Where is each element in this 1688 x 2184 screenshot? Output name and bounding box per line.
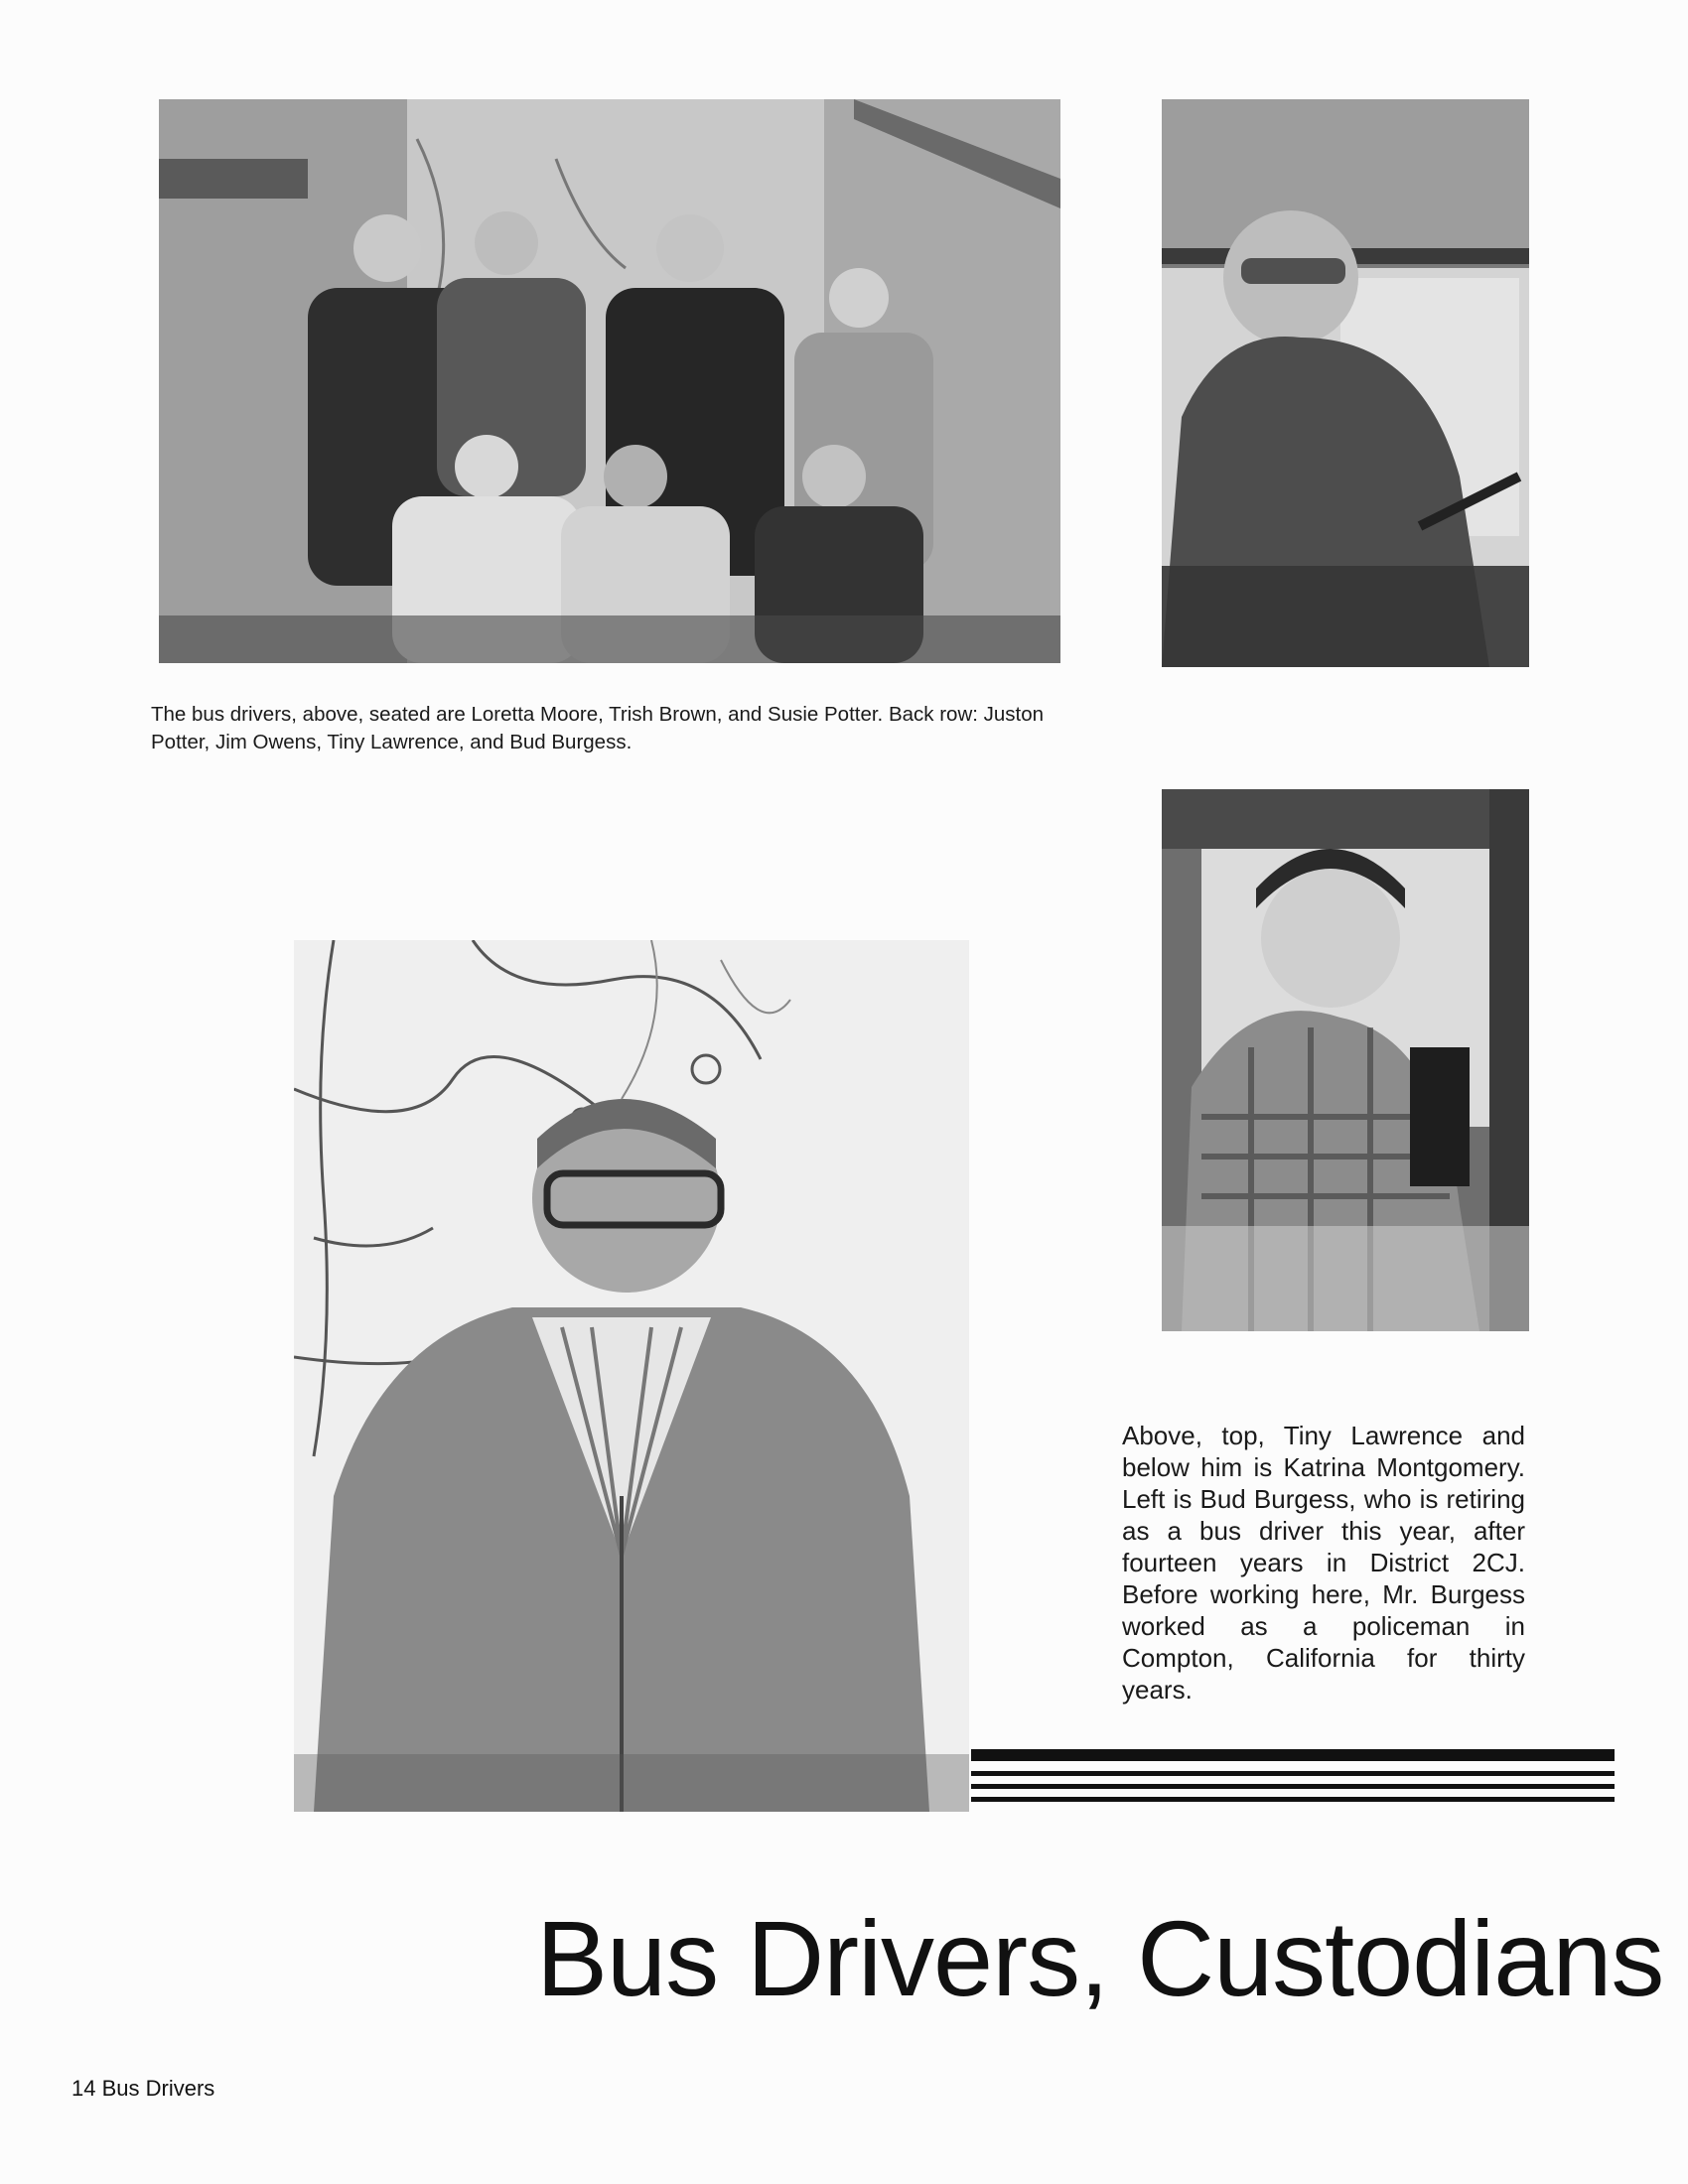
page-title: Bus Drivers, Custodians xyxy=(536,1898,1664,2018)
page-folio: 14 Bus Drivers xyxy=(71,2076,215,2101)
group-photo-caption: The bus drivers, above, seated are Loretta Moore, Trish Brown, and Susie Potter. Back row: Juston Potter, Jim Owens, Tiny Lawrence, and Bud Burgess. xyxy=(151,703,1045,753)
katrina-montgomery-photo xyxy=(1162,789,1529,1331)
decorative-rule-thick xyxy=(971,1749,1615,1761)
bus-drivers-group-photo xyxy=(159,99,1060,663)
decorative-rule-1 xyxy=(971,1771,1615,1776)
bud-burgess-photo xyxy=(294,940,969,1812)
side-photos-caption: Above, top, Tiny Lawrence and below him is Katrina Montgomery. Left is Bud Burgess, who is retiring as a bus driver this year, after fourteen years in District 2CJ. Before working here, Mr. Burgess worked as a policeman in Compton, California for thirty years. xyxy=(1122,1421,1525,1705)
decorative-rule-3 xyxy=(971,1797,1615,1802)
tiny-lawrence-photo xyxy=(1162,99,1529,667)
decorative-rule-2 xyxy=(971,1784,1615,1789)
